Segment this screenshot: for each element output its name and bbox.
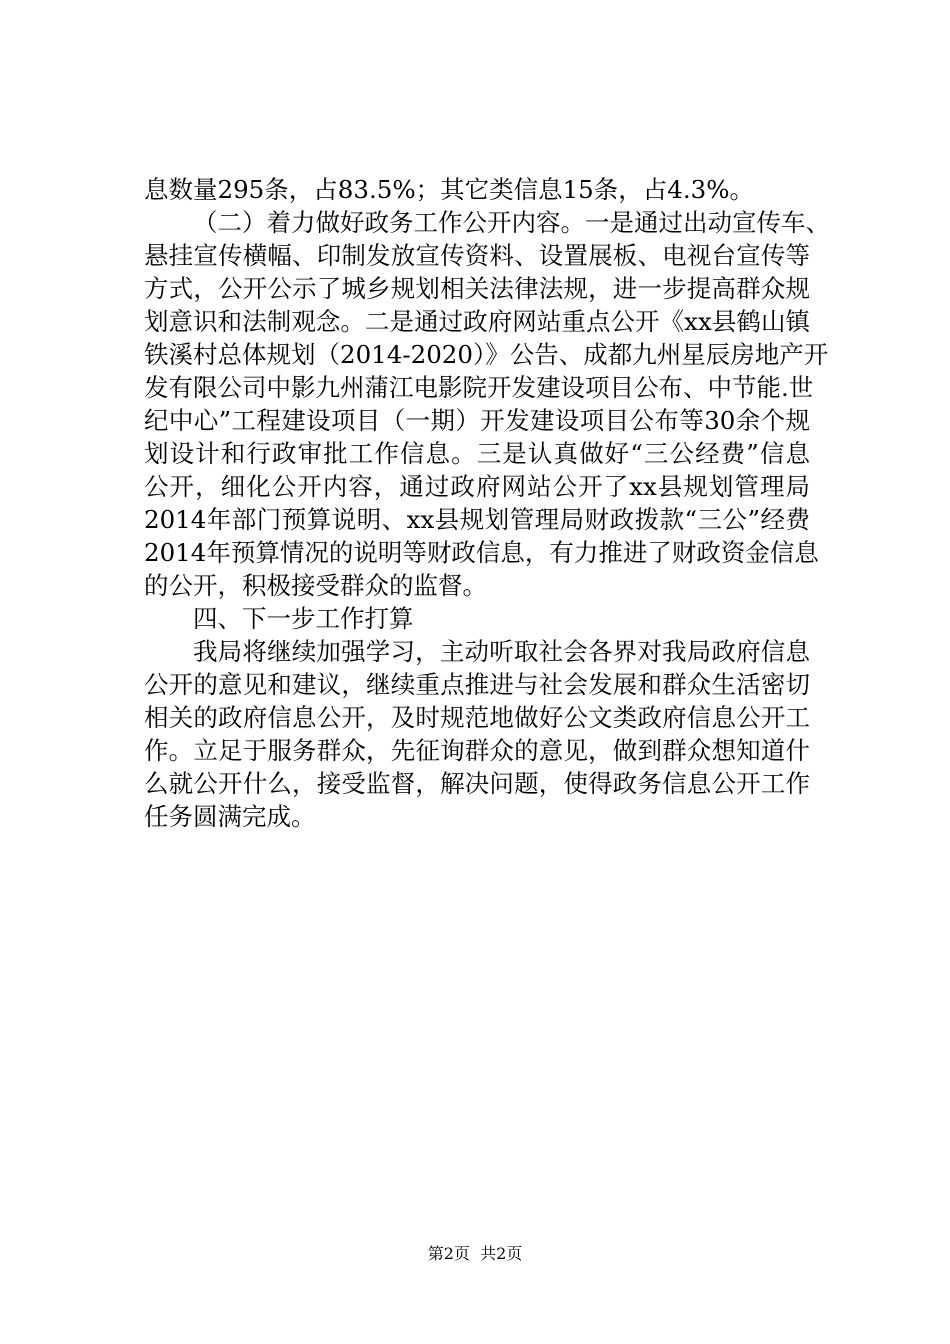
text-line: 2014年部门预算说明、xx县规划管理局财政拨款“三公”经费	[144, 505, 810, 534]
text-line: 任务圆满完成。	[144, 802, 316, 831]
text-line: 方式，公开公示了城乡规划相关法律法规，进一步提高群众规	[144, 274, 810, 303]
document-body	[144, 173, 830, 833]
text-line: 作。立足于服务群众，先征询群众的意见，做到群众想知道什	[144, 736, 810, 765]
text-line: 四、下一步工作打算	[193, 604, 414, 633]
page-footer: 第2页 共2页	[427, 1244, 523, 1263]
text-line: 的公开，积极接受群众的监督。	[144, 571, 487, 600]
text-line: 纪中心”工程建设项目（一期）开发建设项目公布等30余个规	[144, 406, 810, 435]
text-line: 么就公开什么，接受监督，解决问题，使得政务信息公开工作	[144, 769, 810, 798]
text-line: 划设计和行政审批工作信息。三是认真做好“三公经费”信息	[144, 439, 810, 468]
text-line: 铁溪村总体规划（2014-2020）》公告、成都九州星辰房地产开	[144, 340, 829, 369]
text-line: 发有限公司中影九州蒲江电影院开发建设项目公布、中节能.世	[144, 373, 814, 402]
text-line: 悬挂宣传横幅、印制发放宣传资料、设置展板、电视台宣传等	[144, 241, 810, 270]
text-line: 公开，细化公开内容，通过政府网站公开了xx县规划管理局	[144, 472, 810, 501]
text-line: 息数量295条，占83.5%；其它类信息15条，占4.3%。	[144, 175, 755, 204]
text-line: 2014年预算情况的说明等财政信息，有力推进了财政资金信息	[144, 538, 819, 567]
text-line: 公开的意见和建议，继续重点推进与社会发展和群众生活密切	[144, 670, 810, 699]
text-line: 相关的政府信息公开，及时规范地做好公文类政府信息公开工	[144, 703, 810, 732]
text-line: （二）着力做好政务工作公开内容。一是通过出动宣传车、	[193, 208, 830, 237]
text-line: 划意识和法制观念。二是通过政府网站重点公开《xx县鹤山镇	[144, 307, 810, 336]
text-line: 我局将继续加强学习，主动听取社会各界对我局政府信息	[193, 637, 810, 666]
